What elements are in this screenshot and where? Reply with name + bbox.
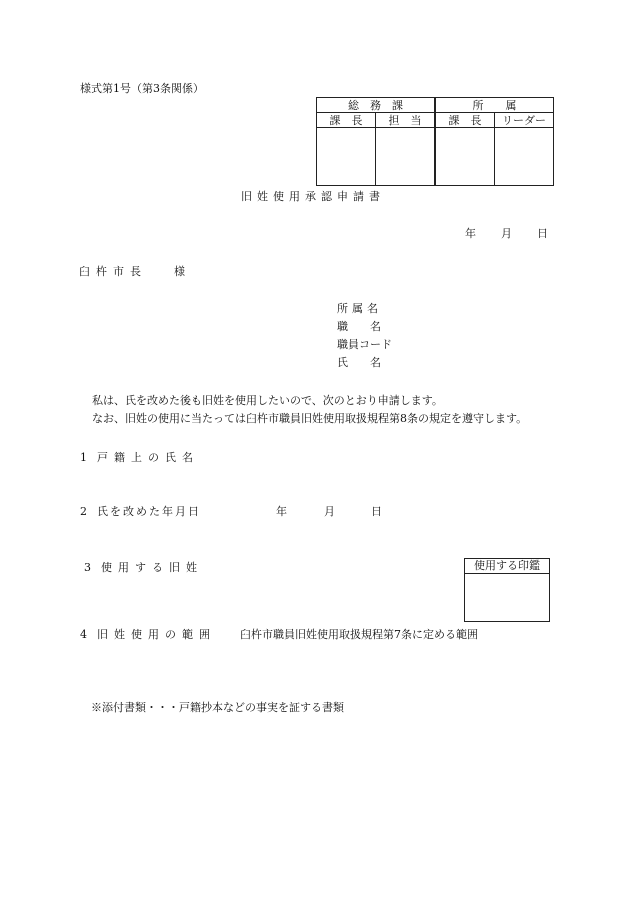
approval-seal-cell [376, 128, 435, 186]
addressee-name: 臼杵市長 [79, 265, 147, 278]
approval-seal-cell [436, 128, 495, 186]
item-date-month: 月 [324, 505, 335, 518]
field-job-title: 職 名 [337, 320, 381, 333]
field-employee-code: 職員コード [337, 338, 392, 351]
date-month: 月 [501, 227, 512, 240]
approval-seal-cell [317, 128, 376, 186]
approval-seal-cell [495, 128, 554, 186]
approval-role-chief-2: 課 長 [436, 113, 495, 128]
addressee-honorific: 様 [174, 265, 185, 278]
form-id: 様式第1号（第3条関係） [80, 82, 204, 95]
field-department: 所属名 [337, 302, 382, 315]
approval-role-staff: 担 当 [376, 113, 435, 128]
body-paragraph-2: なお、旧姓の使用に当たっては臼杵市職員旧姓使用取扱規程第8条の規定を遵守します。 [92, 412, 528, 425]
item-label: 氏を改めた年月日 [97, 505, 201, 518]
item-date-year: 年 [276, 505, 287, 518]
approval-stamp-table [316, 97, 554, 186]
approval-group-general-affairs: 総 務 課 [317, 98, 435, 113]
item-number: 2 [80, 505, 87, 518]
seal-box [464, 558, 550, 622]
field-name: 氏 名 [337, 356, 381, 369]
document-title: 旧姓使用承認申請書 [241, 190, 385, 203]
attachment-note: ※添付書類・・・戸籍抄本などの事実を証する書類 [91, 701, 344, 714]
item-label: 旧姓使用の範囲 [97, 628, 216, 641]
item-number: 4 [80, 628, 87, 641]
date-day: 日 [537, 227, 548, 240]
date-year: 年 [465, 227, 476, 240]
approval-group-department: 所 属 [436, 98, 554, 113]
body-paragraph-1: 私は、氏を改めた後も旧姓を使用したいので、次のとおり申請します。 [92, 394, 443, 407]
item-number: 3 [84, 561, 91, 574]
item-date-day: 日 [371, 505, 382, 518]
item-label: 使用する旧姓 [101, 561, 203, 574]
approval-role-chief-1: 課 長 [317, 113, 376, 128]
approval-role-leader: リーダー [495, 113, 554, 128]
item-number: 1 [80, 451, 87, 464]
item-label: 戸籍上の氏名 [97, 451, 199, 464]
seal-box-label: 使用する印鑑 [465, 559, 549, 574]
item-value: 臼杵市職員旧姓使用取扱規程第7条に定める範囲 [240, 628, 478, 641]
